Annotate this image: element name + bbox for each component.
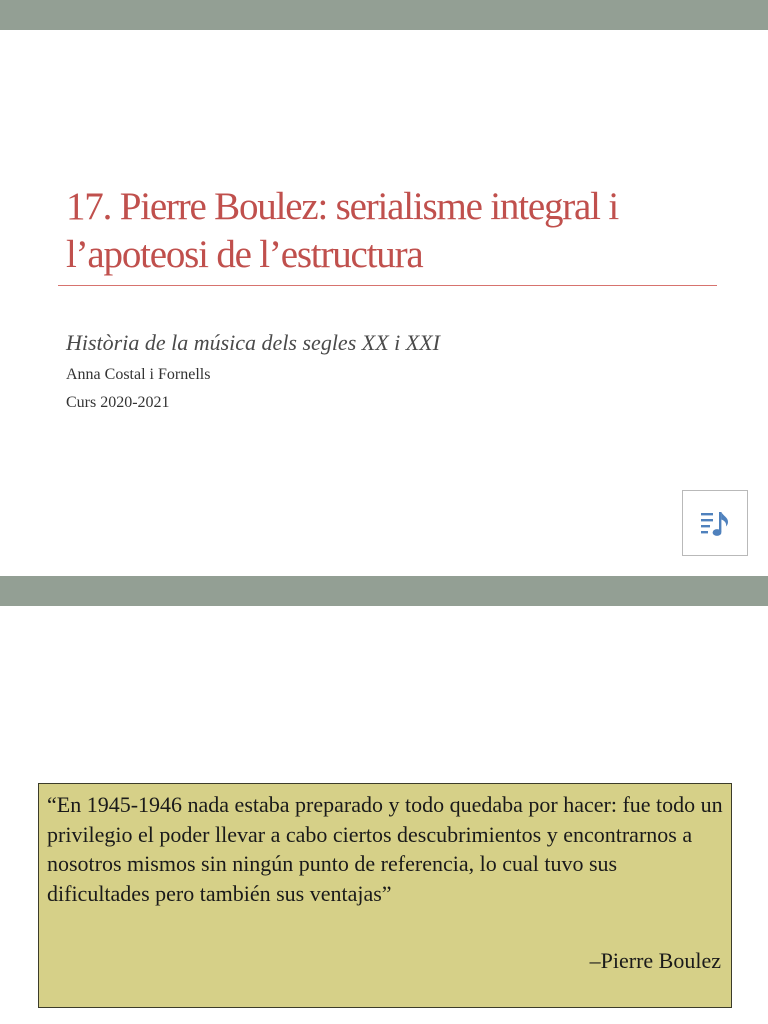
- slide-title-line-2: l’apoteosi de l’estructura: [66, 233, 423, 276]
- slide-title: [66, 183, 726, 279]
- slide-subtitle: Història de la música dels segles XX i XXI: [66, 330, 440, 355]
- quote-text: “En 1945-1946 nada estaba preparado y todo quedaba por hacer: fue todo un privilegio el poder llevar a cabo ciertos descubrimientos y encontrarnos a nosotros mismos sin ningún punto de referencia, lo cual tuvo sus dificultades pero también sus ventajas”: [47, 792, 723, 906]
- playlist-music-icon: [697, 505, 733, 541]
- author-name: Anna Costal i Fornells: [66, 366, 211, 383]
- title-slide: [0, 30, 768, 576]
- top-band: [0, 0, 768, 30]
- quote-attribution: –Pierre Boulez: [589, 948, 721, 973]
- quote-box: [38, 783, 732, 1008]
- title-divider: [58, 285, 717, 286]
- course-year: Curs 2020-2021: [66, 394, 170, 411]
- slide-title-line-1: 17. Pierre Boulez: serialisme integral i: [66, 185, 618, 228]
- audio-button[interactable]: [682, 490, 748, 556]
- middle-band: [0, 576, 768, 606]
- quote-slide: [0, 606, 768, 1024]
